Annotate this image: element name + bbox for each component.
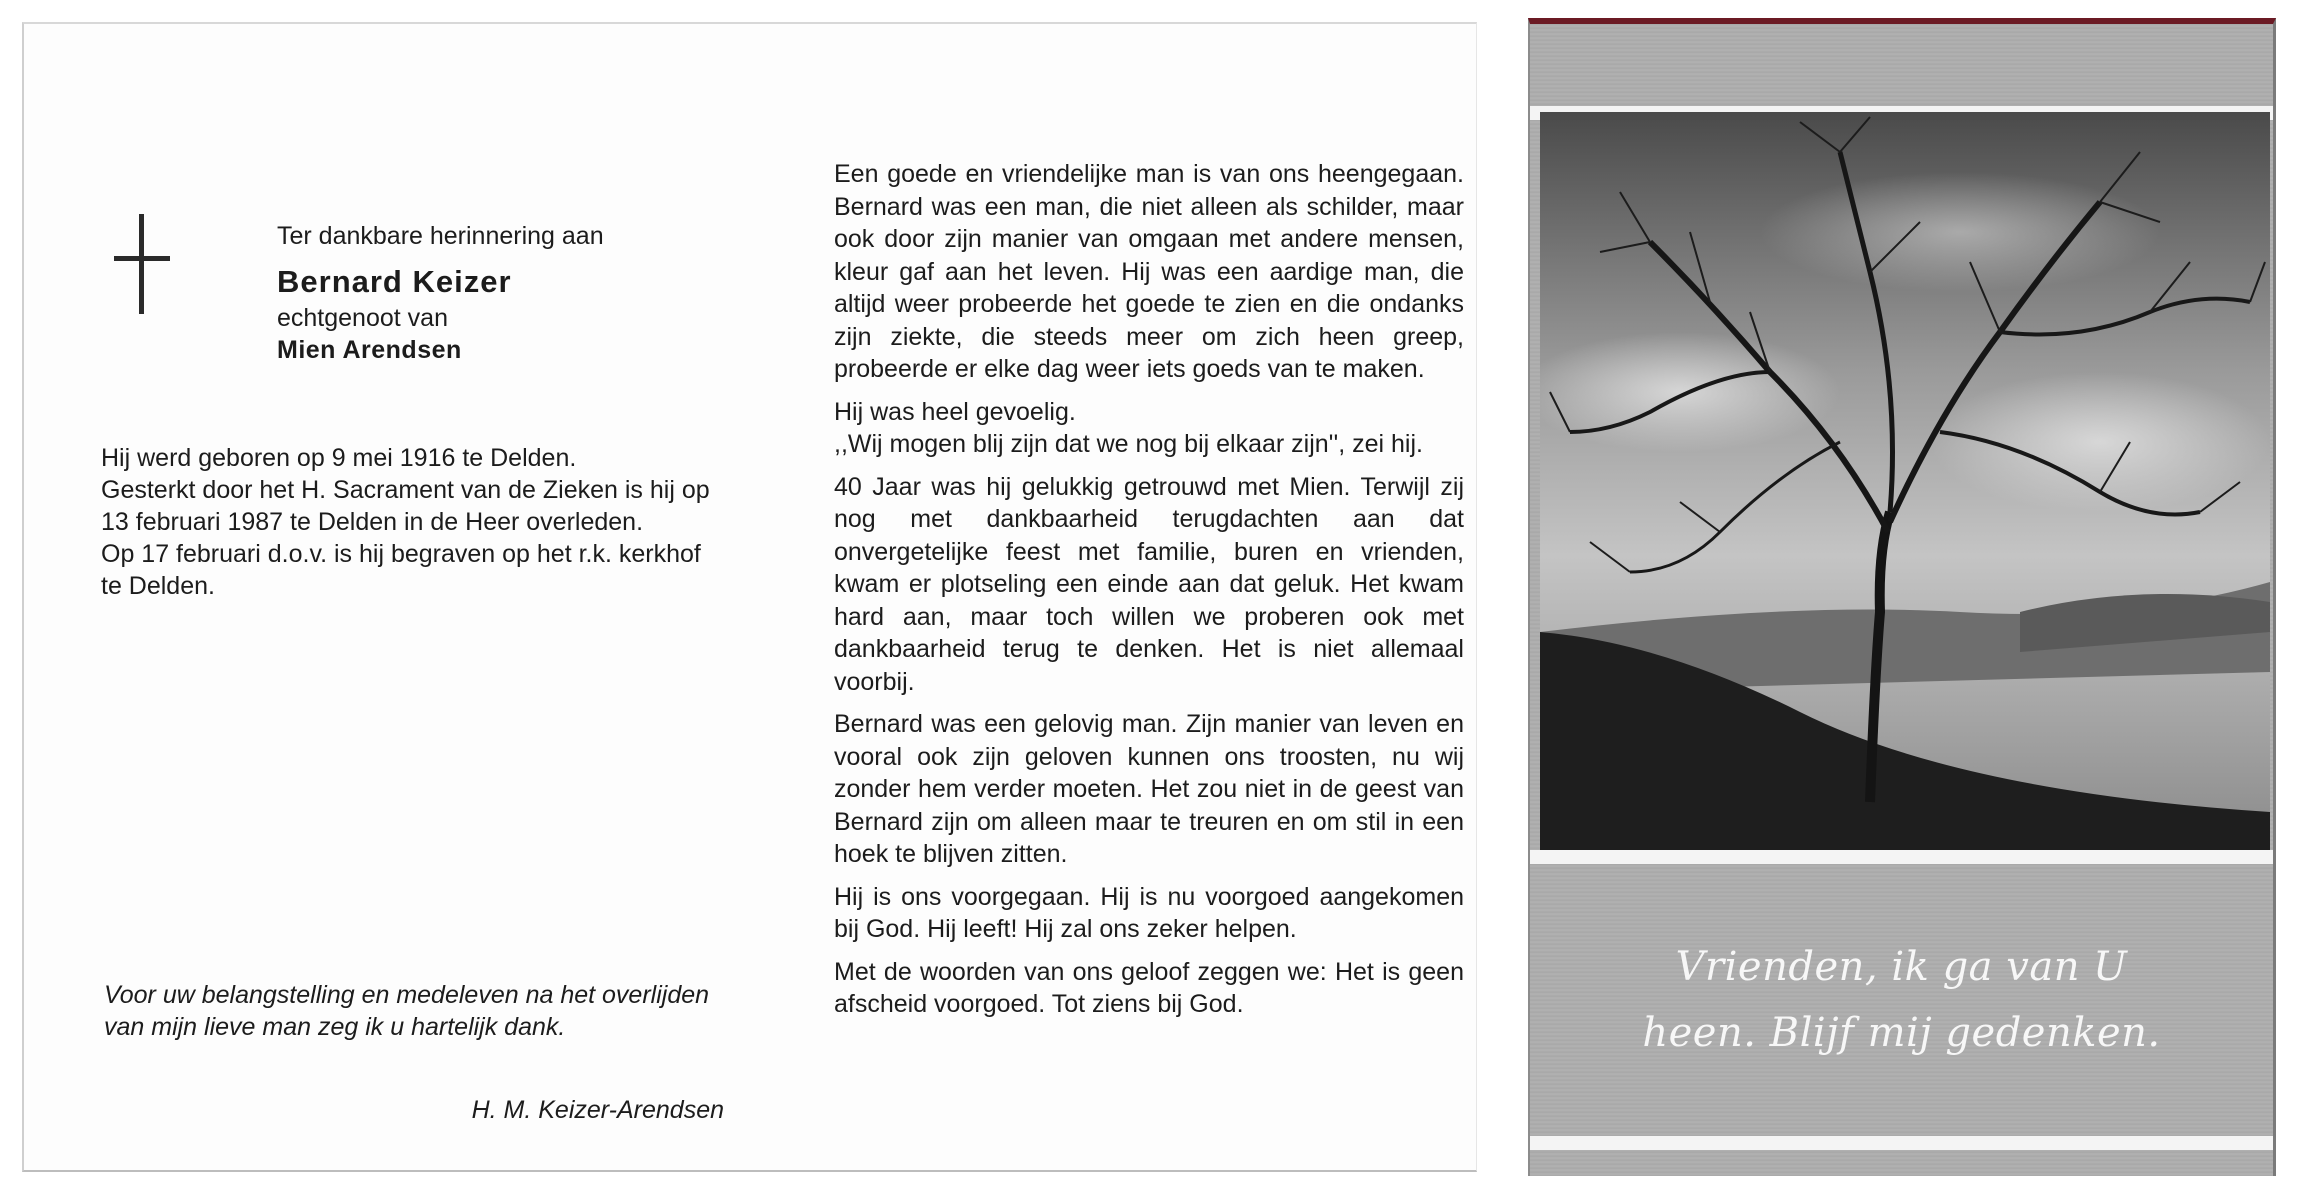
story-paragraph: ,,Wij mogen blij zijn dat we nog bij elkaar zijn'', zei hij.: [834, 430, 1423, 458]
bottom-band: [1530, 1136, 2273, 1150]
motto: [1530, 934, 2273, 1066]
bio-birth: Hij werd geboren op 9 mei 1916 te Delden.: [101, 444, 577, 472]
cross-icon: [112, 204, 172, 324]
signature: H. M. Keizer-Arendsen: [471, 1096, 724, 1124]
middle-band: [1530, 850, 2273, 864]
spouse-name: Mien Arendsen: [277, 336, 462, 364]
relation-line: echtgenoot van: [277, 304, 448, 332]
story-paragraph: Met de woorden van ons geloof zeggen we: Het is geen afscheid voorgoed. Tot ziens bij God.: [834, 957, 1464, 1018]
bio-death: Gesterkt door het H. Sacrament van de Zieken is hij op 13 februari 1987 te Delden in de Heer overleden.: [101, 476, 710, 536]
biography: [101, 442, 721, 602]
memorial-card-inside: [22, 22, 1477, 1172]
memorial-text: [834, 158, 1464, 1031]
bio-burial: Op 17 februari d.o.v. is hij begraven op het r.k. kerkhof te Delden.: [101, 540, 701, 600]
tree-landscape-photo: [1540, 112, 2270, 852]
intro-block: [277, 220, 604, 366]
thanks-note: Voor uw belangstelling en medeleven na het overlijden van mijn lieve man zeg ik u hartelijk dank.: [104, 981, 710, 1041]
story-paragraph: 40 Jaar was hij gelukkig getrouwd met Mien. Terwijl zij nog met dankbaarheid terugdachten aan dat onvergetelijke feest met familie, buren en vrienden, kwam er plotseling een einde aan dat geluk. Het kwam hard aan, maar toch willen we proberen ook met dankbaarheid terug te denken. Het is niet allemaal voorbij.: [834, 472, 1464, 696]
story-paragraph: Hij was heel gevoelig.: [834, 397, 1076, 426]
story-paragraph: Hij is ons voorgegaan. Hij is nu voorgoed aangekomen bij God. Hij leeft! Hij zal ons zeker helpen.: [834, 882, 1464, 943]
story-paragraph: Een goede en vriendelijke man is van ons heengegaan. Bernard was een man, die niet alleen als schilder, maar ook door zijn manier van omgaan met andere mensen, kleur gaf aan het leven. Hij was een aardige man, die altijd weer probeerde het goede te zien en die ondanks zijn ziekte, die steeds meer om zich heen greep, probeerde er elke dag weer iets goeds van te maken.: [834, 160, 1464, 383]
story-paragraph: Bernard was een gelovig man. Zijn manier van leven en vooral ook zijn geloven kunnen ons troosten, nu wij zonder hem verder moeten. Het zou niet in de geest van Bernard zijn om alleen maar te treuren en om stil in een hoek te blijven zitten.: [834, 710, 1464, 868]
deceased-name: Bernard Keizer: [277, 264, 512, 299]
motto-line-2: heen. Blijf mij gedenken.: [1642, 1010, 2161, 1056]
motto-line-1: Vrienden, ik ga van U: [1675, 944, 2128, 990]
memorial-card-front: [1528, 18, 2276, 1176]
intro-line: Ter dankbare herinnering aan: [277, 222, 604, 250]
